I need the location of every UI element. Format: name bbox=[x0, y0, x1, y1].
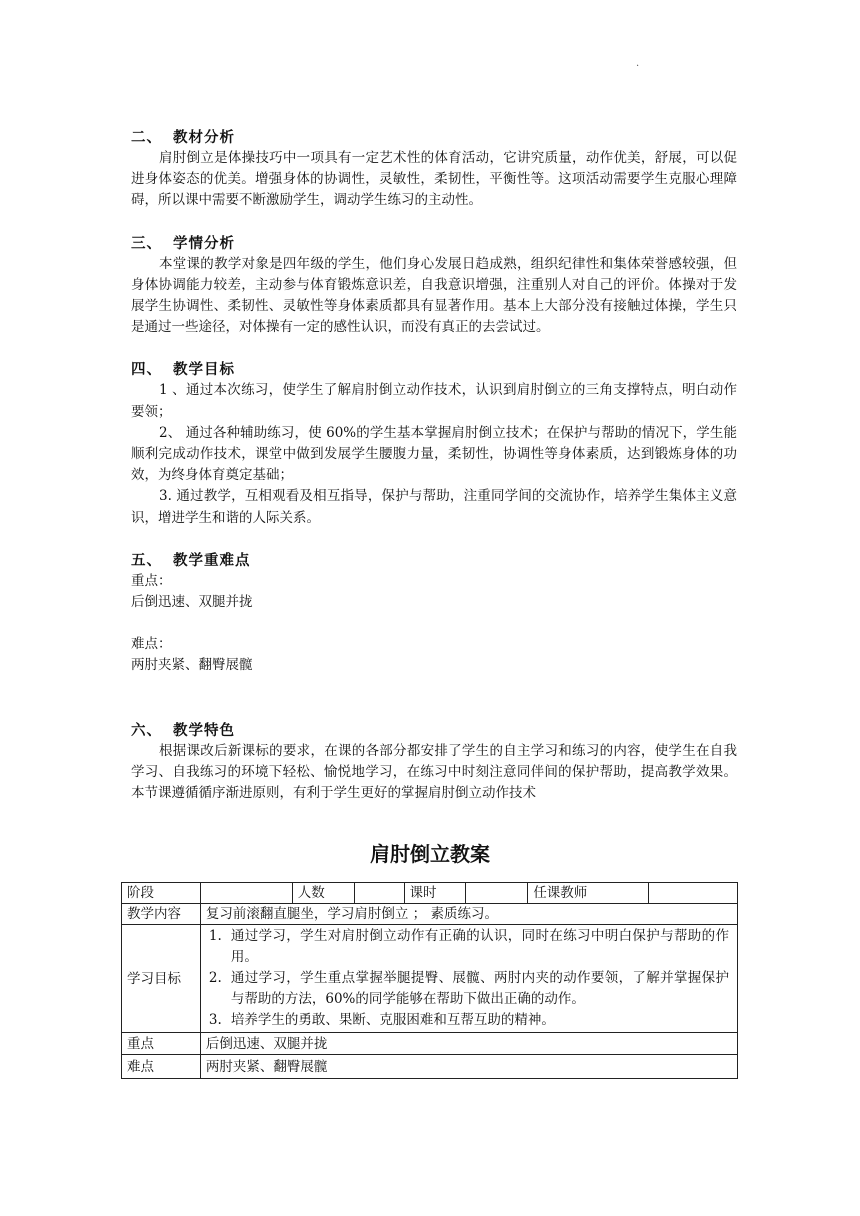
table-row-difficulty bbox=[122, 1055, 738, 1079]
key-label: 重点： bbox=[131, 572, 172, 589]
goals-label: 学习目标 bbox=[122, 925, 201, 1033]
people-value bbox=[354, 883, 404, 904]
plan-title: 肩肘倒立教案 bbox=[370, 842, 490, 866]
list-item: 1. 通过学习，学生对肩肘倒立动作有正确的认识，同时在练习中明白保护与帮助的作用。 bbox=[208, 928, 729, 965]
teacher-label: 任课教师 bbox=[528, 883, 649, 904]
section-heading-materials: 二、 教材分析 bbox=[131, 129, 235, 146]
section-heading-goals: 四、 教学目标 bbox=[131, 361, 235, 379]
goal-paragraph-2: 2、 通过各种辅助练习，使 60%的学生基本掌握肩肘倒立技术；在保护与帮助的情况下，学生能顺利完成动作技术，课堂中做到发展学生腰腹力量，柔韧性，协调性等身体素质，达到锻炼身体的功效，为终身体育奠定基础； bbox=[131, 424, 737, 484]
difficulty-label-cell: 难点 bbox=[122, 1055, 201, 1079]
key-value: 后倒迅速、双腿并拢 bbox=[131, 594, 253, 611]
difficulty-value: 两肘夹紧、翻臀展髋 bbox=[131, 657, 253, 674]
difficulty-label: 难点： bbox=[131, 636, 172, 653]
materials-paragraph: 肩肘倒立是体操技巧中一项具有一定艺术性的体育活动，它讲究质量，动作优美，舒展，可以促进身体姿态的优美。增强身体的协调性，灵敏性，柔韧性，平衡性等。这项活动需要学生克服心理障碍，所以课中需要不断激励学生，调动学生练习的主动性。 bbox=[131, 150, 737, 209]
list-item: 2. 通过学习，学生重点掌握举腿提臀、展髋、两肘内夹的动作要领，了解并掌握保护与帮助的方法，60%的同学能够在帮助下做出正确的动作。 bbox=[208, 970, 729, 1007]
table-row-key bbox=[122, 1033, 738, 1055]
people-label: 人数 bbox=[292, 883, 354, 904]
section-heading-features: 六、 教学特色 bbox=[131, 721, 235, 739]
hours-value bbox=[466, 883, 528, 904]
difficulty-value-cell: 两肘夹紧、翻臀展髋 bbox=[200, 1055, 737, 1079]
table-row-info bbox=[122, 883, 738, 904]
section-heading-students: 三、 学情分析 bbox=[131, 234, 235, 252]
list-item: 3. 培养学生的勇敢、果断、克服困难和互帮互助的精神。 bbox=[208, 1012, 555, 1028]
table-row-goals bbox=[122, 925, 738, 1033]
goals-list bbox=[207, 926, 729, 1031]
features-paragraph: 根据课改后新课标的要求，在课的各部分都安排了学生的自主学习和练习的内容，使学生在自我学习、自我练习的环境下轻松、愉悦地学习，在练习中时刻注意同伴间的保护帮助，提高教学效果。本节课遵循循序渐进原则，有利于学生更好的掌握肩肘倒立动作技术 bbox=[131, 742, 737, 802]
lesson-plan-table bbox=[121, 882, 738, 1079]
goal-paragraph-3: 3. 通过教学，互相观看及相互指导，保护与帮助，注重同学间的交流协作，培养学生集体主义意识，增进学生和谐的人际关系。 bbox=[131, 488, 737, 526]
key-label-cell: 重点 bbox=[122, 1033, 201, 1055]
table-row-content bbox=[122, 904, 738, 925]
stage-label: 阶段 bbox=[122, 883, 201, 904]
document-body bbox=[131, 127, 737, 804]
stage-value bbox=[200, 883, 292, 904]
students-paragraph: 本堂课的教学对象是四年级的学生，他们身心发展日趋成熟，组织纪律性和集体荣誉感较强，但身体协调能力较差，主动参与体育锻炼意识差，自我意识增强，注重别人对自己的评价。体操对于发展学生协调性、柔韧性、灵敏性等身体素质都具有显著作用。基本上大部分没有接触过体操，学生只是通过一些途径，对体操有一定的感性认识，而没有真正的去尝试过。 bbox=[131, 255, 737, 336]
page-mark: . bbox=[636, 58, 640, 69]
teacher-value bbox=[649, 883, 738, 904]
goal-paragraph-1: 1 、通过本次练习，使学生了解肩肘倒立动作技术，认识到肩肘倒立的三角支撑特点，明白动作要领； bbox=[131, 382, 737, 420]
section-heading-keypoints: 五、 教学重难点 bbox=[131, 551, 251, 569]
content-value: 复习前滚翻直腿坐，学习肩肘倒立 ； 素质练习。 bbox=[200, 904, 737, 925]
hours-label: 课时 bbox=[404, 883, 466, 904]
content-label: 教学内容 bbox=[122, 904, 201, 925]
key-value-cell: 后倒迅速、双腿并拢 bbox=[200, 1033, 737, 1055]
